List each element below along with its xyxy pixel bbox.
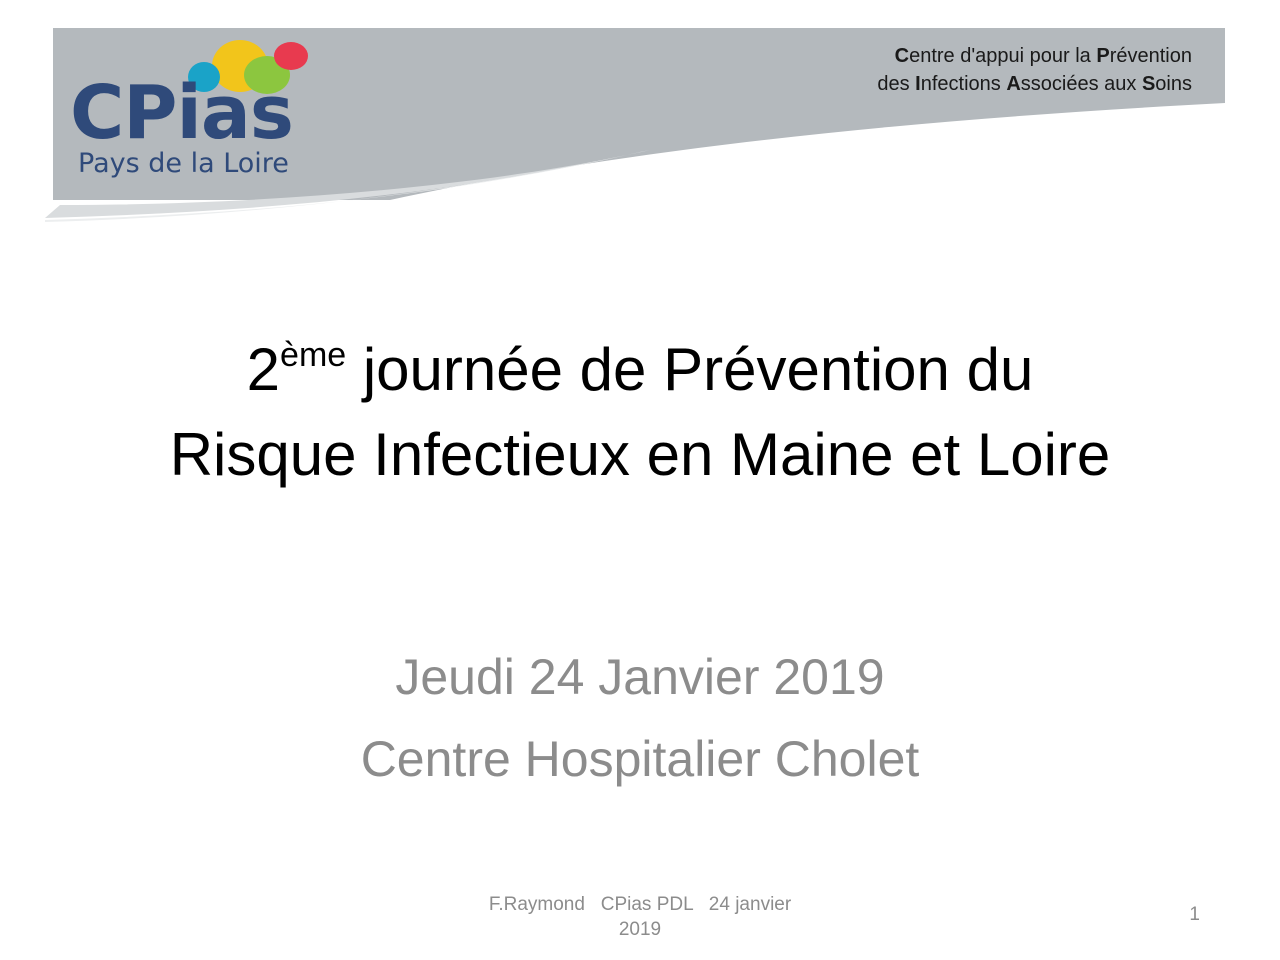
footer-line-1: F.Raymond CPias PDL 24 janvier: [488, 894, 792, 915]
organization-line-2-segment: S: [1141, 73, 1156, 95]
logo-wordmark: CPias: [70, 70, 293, 156]
slide-footer: [460, 892, 820, 942]
organization-name: [877, 42, 1192, 98]
organization-line-1-segment: entre d'appui pour la: [909, 45, 1097, 67]
organization-line-1-segment: révention: [1109, 45, 1192, 67]
organization-line-1-segment: P: [1096, 45, 1110, 67]
organization-line-2-segment: nfections: [920, 73, 1007, 95]
event-date: Jeudi 24 Janvier 2019: [395, 649, 885, 705]
organization-line-2-segment: oins: [1155, 73, 1192, 95]
organization-line-2-segment: des: [877, 73, 916, 95]
title-line-2: Risque Infectieux en Maine et Loire: [169, 421, 1111, 488]
organization-line-2: [877, 70, 1192, 98]
title-line-1: [0, 332, 1280, 417]
organization-line-2-segment: A: [1006, 73, 1021, 95]
logo-dot-red: [274, 42, 308, 70]
title-line-1-text: journée de Prévention du: [346, 336, 1034, 403]
slide-subtitle: [0, 636, 1280, 800]
organization-line-2-segment: I: [915, 73, 921, 95]
organization-line-1: [877, 42, 1192, 70]
page-number: 1: [1189, 904, 1200, 925]
cpias-logo: [70, 36, 340, 186]
organization-line-2-segment: ssociées aux: [1020, 73, 1142, 95]
footer-line-2: 2019: [618, 919, 662, 940]
title-ordinal-suffix: ème: [280, 336, 347, 374]
logo-region: Pays de la Loire: [78, 148, 289, 179]
event-venue: Centre Hospitalier Cholet: [360, 731, 920, 787]
title-ordinal-number: 2: [246, 336, 281, 403]
organization-line-1-segment: C: [894, 45, 910, 67]
slide-title: [0, 332, 1280, 493]
